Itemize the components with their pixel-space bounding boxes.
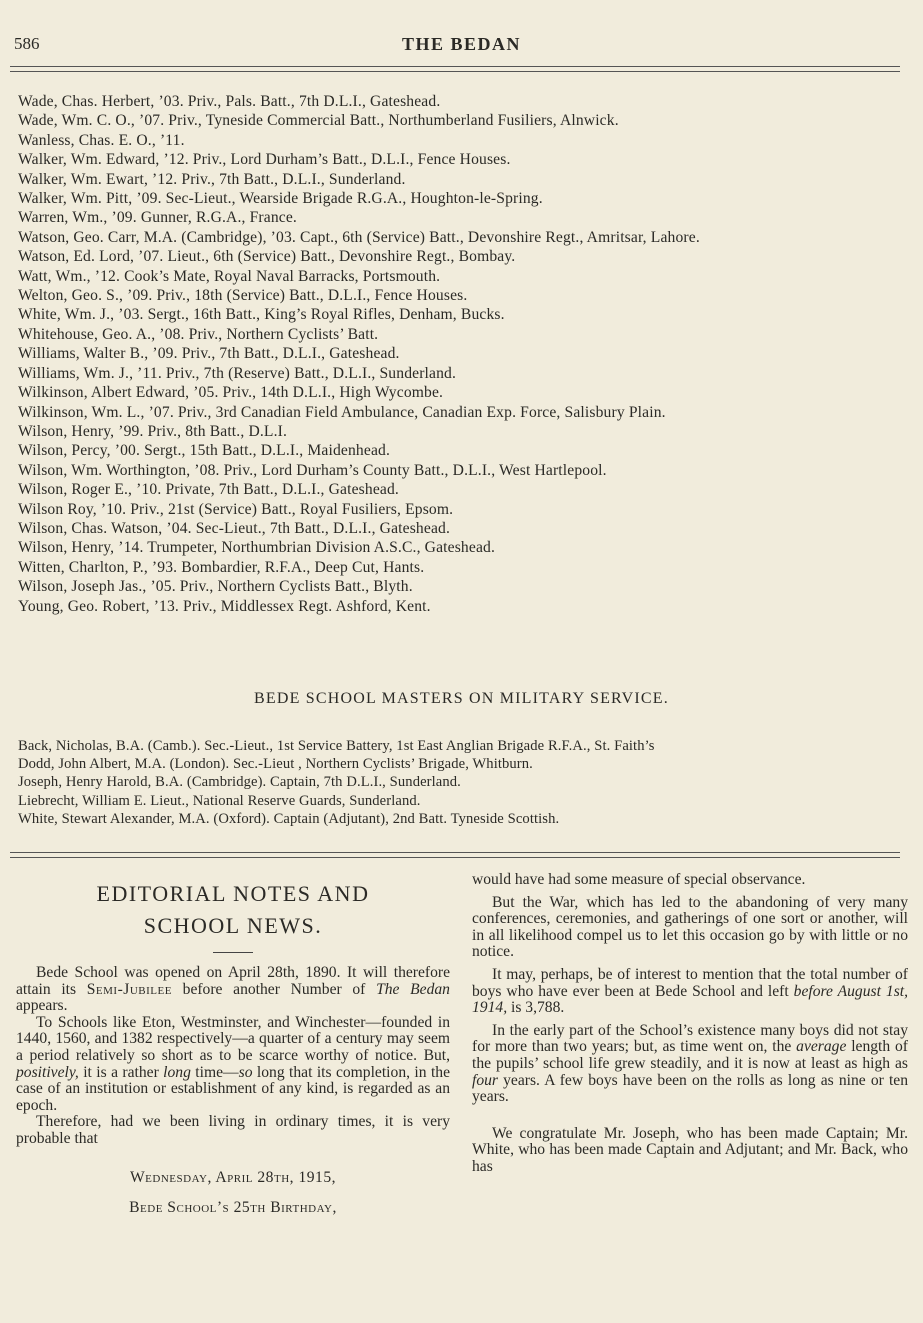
roll-entry: Wilson, Henry, ’99. Priv., 8th Batt., D.L.I. [18, 422, 288, 440]
masters-list [18, 737, 918, 828]
roll-entry: Wilson, Chas. Watson, ’04. Sec-Lieut., 7th Batt., D.L.I., Gateshead. [18, 519, 451, 537]
roll-entry: Young, Geo. Robert, ’13. Priv., Middlessex Regt. Ashford, Kent. [18, 597, 431, 615]
roll-entry: Wilson Roy, ’10. Priv., 21st (Service) Batt., Royal Fusiliers, Epsom. [18, 500, 454, 518]
text-run: It may, perhaps, be of interest to mention that the total number of boys who have ever been at Bede School and left [472, 965, 908, 1000]
roll-entry: Walker, Wm. Pitt, ’09. Sec-Lieut., Wearside Brigade R.G.A., Houghton-le-Spring. [18, 190, 543, 208]
roll-entry: Whitehouse, Geo. A., ’08. Priv., Northern Cyclists’ Batt. [18, 325, 379, 343]
page-number: 586 [14, 34, 40, 53]
text-run-italic: positively, [16, 1063, 79, 1081]
text-run-italic: before August 1st, 1914, [472, 982, 908, 1017]
roll-entry: Wilkinson, Albert Edward, ’05. Priv., 14th D.L.I., High Wycombe. [18, 384, 444, 402]
text-run: length of the pupils’ school life grew steadily, and it is now at least as high as [472, 1038, 909, 1072]
roll-entry: Watt, Wm., ’12. Cook’s Mate, Royal Naval Barracks, Portsmouth. [18, 267, 441, 285]
editorial-left-column [16, 876, 450, 1218]
roll-entry: Wade, Chas. Herbert, ’03. Priv., Pals. Batt., 7th D.L.I., Gateshead. [18, 93, 441, 110]
section-double-rule [10, 852, 900, 858]
roll-entry: Wilson, Roger E., ’10. Private, 7th Batt., D.L.I., Gateshead. [18, 481, 399, 499]
paragraph-observance: would have had some measure of special observance. [472, 871, 806, 888]
text-run-italic: The Bedan [376, 980, 450, 998]
service-roll-list [18, 92, 913, 616]
roll-entry: Wilson, Henry, ’14. Trumpeter, Northumbrian Division A.S.C., Gateshead. [18, 539, 496, 557]
roll-entry: Wilson, Wm. Worthington, ’08. Priv., Lord Durham’s County Batt., D.L.I., West Hartlepool. [18, 461, 607, 479]
editorial-title-line2: SCHOOL NEWS. [143, 913, 323, 938]
paragraph-school-life [472, 1023, 908, 1106]
paragraph-schools [16, 1015, 450, 1115]
roll-entry: Warren, Wm., ’09. Gunner, R.G.A., France. [18, 209, 297, 227]
text-run-italic: four [472, 1071, 498, 1089]
text-run-italic: so [238, 1063, 253, 1081]
master-entry: Dodd, John Albert, M.A. (London). Sec.-Lieut , Northern Cyclists’ Brigade, Whitburn. [18, 756, 533, 773]
master-entry: White, Stewart Alexander, M.A. (Oxford). Captain (Adjutant), 2nd Batt. Tyneside Scottish. [18, 810, 560, 827]
roll-entry: Wilkinson, Wm. L., ’07. Priv., 3rd Canadian Field Ambulance, Canadian Exp. Force, Salisbury Plain. [18, 403, 666, 421]
roll-entry: Watson, Geo. Carr, M.A. (Cambridge), ’03. Capt., 6th (Service) Batt., Devonshire Regt., Amritsar, Lahore. [18, 228, 700, 246]
text-run: To Schools like Eton, Westminster, and Winchester—founded in 1440, 1560, and 1382 respectively—a quarter of a century may seem a period relatively so short as to be scarce worthy of notice. But, [16, 1013, 450, 1064]
roll-entry: Wilson, Percy, ’00. Sergt., 15th Batt., D.L.I., Maidenhead. [18, 442, 391, 460]
running-title: THE BEDAN [401, 34, 522, 54]
text-run: is 3,788. [507, 999, 565, 1017]
paragraph-opening [16, 965, 450, 1015]
editorial-right-column [472, 872, 908, 1176]
text-run-smallcaps: Semi-Jubilee [86, 980, 172, 998]
text-run: appears. [16, 997, 68, 1015]
title-rule [213, 952, 253, 953]
roll-entry: Wade, Wm. C. O., ’07. Priv., Tyneside Commercial Batt., Northumberland Fusiliers, Alnwick. [18, 112, 619, 130]
roll-entry: Walker, Wm. Ewart, ’12. Priv., 7th Batt., D.L.I., Sunderland. [18, 170, 406, 188]
editorial-title [16, 878, 450, 942]
editorial-title-line1: EDITORIAL NOTES AND [96, 881, 370, 906]
roll-entry: Watson, Ed. Lord, ’07. Lieut., 6th (Service) Batt., Devonshire Regt., Bombay. [18, 248, 516, 266]
paragraph-boys-total [472, 967, 908, 1017]
roll-entry: Witten, Charlton, P., ’93. Bombardier, R.F.A., Deep Cut, Hants. [18, 558, 425, 576]
masters-heading: BEDE SCHOOL MASTERS ON MILITARY SERVICE. [254, 690, 669, 707]
page-header [0, 34, 923, 58]
text-run: it is a rather [78, 1063, 164, 1081]
paragraph-congratulations: We congratulate Mr. Joseph, who has been made Captain; Mr. White, who has been made Captain and Adjutant; and Mr. Back, who has [472, 1124, 908, 1175]
master-entry: Back, Nicholas, B.A. (Camb.). Sec.-Lieut., 1st Service Battery, 1st East Anglian Brigade R.F.A., St. Faith’s [18, 738, 655, 754]
text-run: long that its completion, in the case of an institution or establishment of any kind, is regarded as an epoch. [16, 1063, 450, 1114]
text-run: before another Number of [171, 980, 377, 998]
roll-entry: Williams, Wm. J., ’11. Priv., 7th (Reserve) Batt., D.L.I., Sunderland. [18, 364, 457, 382]
text-run: years. A few boys have been on the rolls as long as nine or ten years. [472, 1071, 908, 1106]
text-run: Bede School was opened on April 28th, 1890. It will therefore attain its [16, 964, 450, 998]
paragraph-war: But the War, which has led to the abandoning of very many conferences, ceremonies, and gatherings of one sort or another, will in all likelihood compel us to let this occasion go by with little or no notice. [472, 893, 908, 961]
master-entry: Joseph, Henry Harold, B.A. (Cambridge). Captain, 7th D.L.I., Sunderland. [18, 774, 461, 791]
header-double-rule [10, 66, 900, 72]
paragraph-therefore: Therefore, had we been living in ordinary times, it is very probable that [16, 1113, 450, 1147]
date-line: Wednesday, April 28th, 1915, [129, 1168, 337, 1186]
text-run: time— [190, 1063, 239, 1081]
roll-entry: White, Wm. J., ’03. Sergt., 16th Batt., King’s Royal Rifles, Denham, Bucks. [18, 306, 505, 324]
roll-entry: Walker, Wm. Edward, ’12. Priv., Lord Durham’s Batt., D.L.I., Fence Houses. [18, 151, 511, 169]
text-run: In the early part of the School’s existence many boys did not stay for more than two years; but, as time went on, the [472, 1021, 908, 1056]
master-entry: Liebrecht, William E. Lieut., National Reserve Guards, Sunderland. [18, 792, 421, 809]
text-run-italic: average [796, 1038, 847, 1056]
text-run-italic: long [163, 1063, 191, 1081]
roll-entry: Wilson, Joseph Jas., ’05. Priv., Northern Cyclists Batt., Blyth. [18, 578, 413, 596]
birthday-line: Bede School’s 25th Birthday, [129, 1198, 337, 1216]
roll-entry: Wanless, Chas. E. O., ’11. [18, 131, 185, 149]
roll-entry: Williams, Walter B., ’09. Priv., 7th Batt., D.L.I., Gateshead. [18, 345, 400, 363]
roll-entry: Welton, Geo. S., ’09. Priv., 18th (Service) Batt., D.L.I., Fence Houses. [18, 287, 468, 305]
